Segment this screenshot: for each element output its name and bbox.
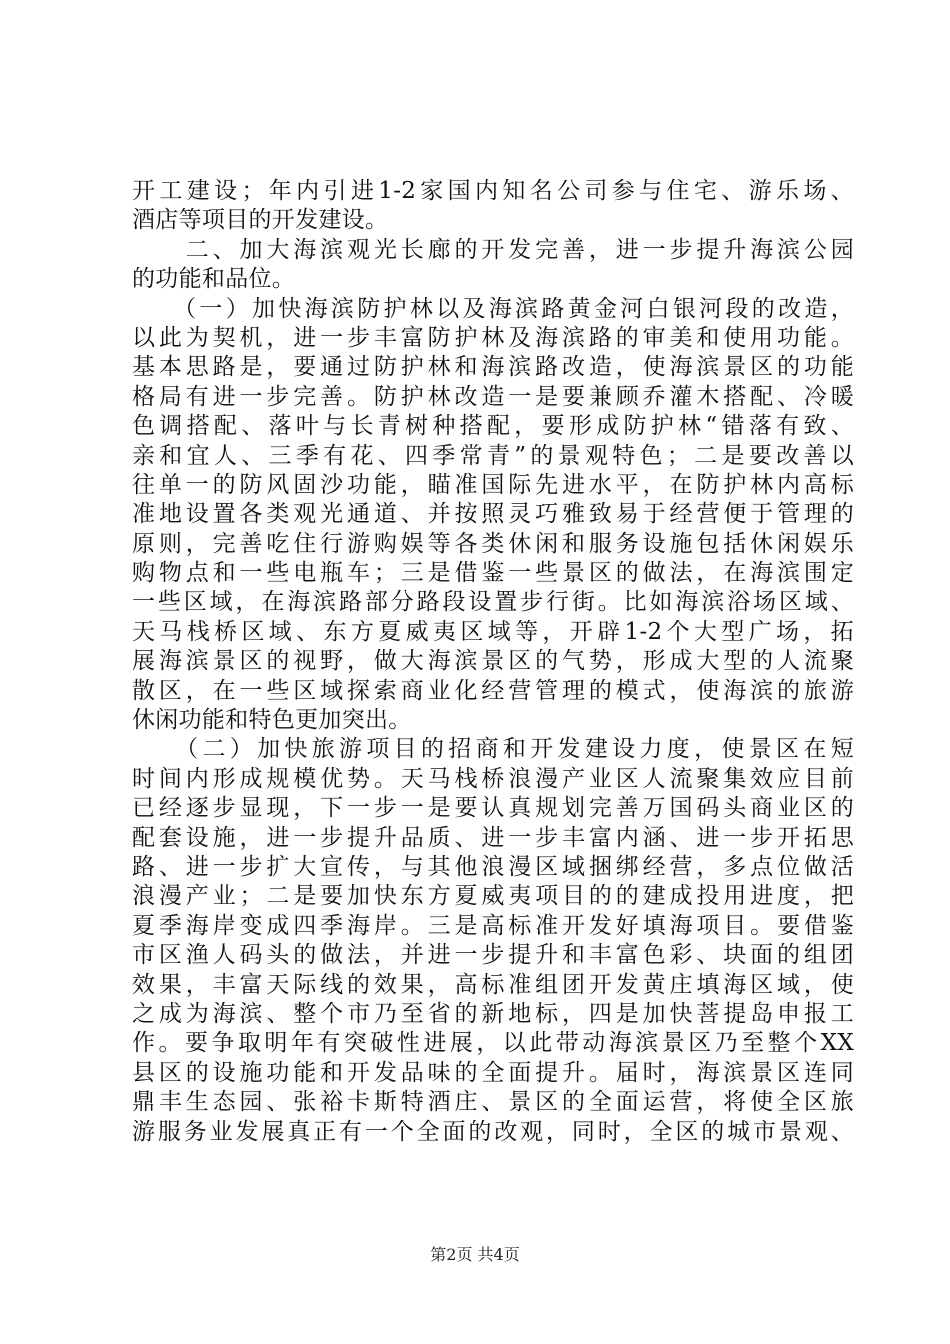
text-line: 夏季海岸变成四季海岸。三是高标准开发好填海项目。要借鉴 (132, 912, 854, 939)
text-line: 配套设施，进一步提升品质、进一步丰富内涵、进一步开拓思 (132, 824, 854, 851)
text-line: 浪漫产业；二是要加快东方夏威夷项目的的建成投用进度，把 (132, 883, 854, 910)
text-line: 原则，完善吃住行游购娱等各类休闲和服务设施包括休闲娱乐 (132, 530, 854, 557)
text-line: 县区的设施功能和开发品味的全面提升。届时，海滨景区连同 (132, 1059, 854, 1086)
text-line: （二）加快旅游项目的招商和开发建设力度，使景区在短 (132, 736, 854, 763)
text-line: 色调搭配、落叶与长青树种搭配，要形成防护林“错落有致、 (132, 413, 854, 440)
text-line: 路、进一步扩大宣传，与其他浪漫区域捆绑经营，多点位做活 (132, 853, 854, 880)
text-line: 开工建设；年内引进1-2家国内知名公司参与住宅、游乐场、 (132, 178, 854, 204)
text-line: 亲和宜人、三季有花、四季常青”的景观特色；二是要改善以 (132, 442, 854, 469)
text-line: 购物点和一些电瓶车；三是借鉴一些景区的做法，在海滨围定 (132, 560, 854, 587)
text-line: 散区，在一些区域探索商业化经营管理的模式，使海滨的旅游 (132, 677, 854, 704)
text-line: 二、加大海滨观光长廊的开发完善，进一步提升海滨公园 (132, 236, 854, 263)
text-line: 游服务业发展真正有一个全面的改观，同时，全区的城市景观、 (132, 1118, 854, 1145)
text-line: 准地设置各类观光通道、并按照灵巧雅致易于经营便于管理的 (132, 501, 854, 528)
text-line: 效果，丰富天际线的效果，高标准组团开发黄庄填海区域，使 (132, 971, 854, 998)
text-line: 作。要争取明年有突破性进展，以此带动海滨景区乃至整个XX (132, 1030, 854, 1057)
text-line: 基本思路是，要通过防护林和海滨路改造，使海滨景区的功能 (132, 354, 854, 381)
text-line: 市区渔人码头的做法，并进一步提升和丰富色彩、块面的组团 (132, 942, 854, 969)
document-body (132, 177, 854, 1147)
text-line: 天马栈桥区域、东方夏威夷区域等，开辟1-2个大型广场，拓 (132, 618, 854, 645)
text-line: 鼎丰生态园、张裕卡斯特酒庄、景区的全面运营，将使全区旅 (132, 1089, 854, 1116)
text-line: 一些区域，在海滨路部分路段设置步行街。比如海滨浴场区域、 (132, 589, 854, 616)
text-line: 以此为契机，进一步丰富防护林及海滨路的审美和使用功能。 (132, 324, 854, 351)
text-line: 已经逐步显现，下一步一是要认真规划完善万国码头商业区的 (132, 795, 854, 822)
text-line: 的功能和品位。 (132, 266, 296, 293)
text-line: 之成为海滨、整个市乃至省的新地标，四是加快菩提岛申报工 (132, 1000, 854, 1027)
text-line: 格局有进一步完善。防护林改造一是要兼顾乔灌木搭配、冷暖 (132, 383, 854, 410)
text-line: 休闲功能和特色更加突出。 (132, 707, 412, 734)
text-line: 时间内形成规模优势。天马栈桥浪漫产业区人流聚集效应目前 (132, 765, 854, 792)
text-line: 酒店等项目的开发建设。 (132, 207, 389, 234)
page-footer: 第2页 共4页 (430, 1245, 520, 1264)
text-line: 往单一的防风固沙功能，瞄准国际先进水平，在防护林内高标 (132, 471, 854, 498)
text-line: 展海滨景区的视野，做大海滨景区的气势，形成大型的人流聚 (132, 648, 854, 675)
text-line: （一）加快海滨防护林以及海滨路黄金河白银河段的改造， (132, 295, 854, 322)
